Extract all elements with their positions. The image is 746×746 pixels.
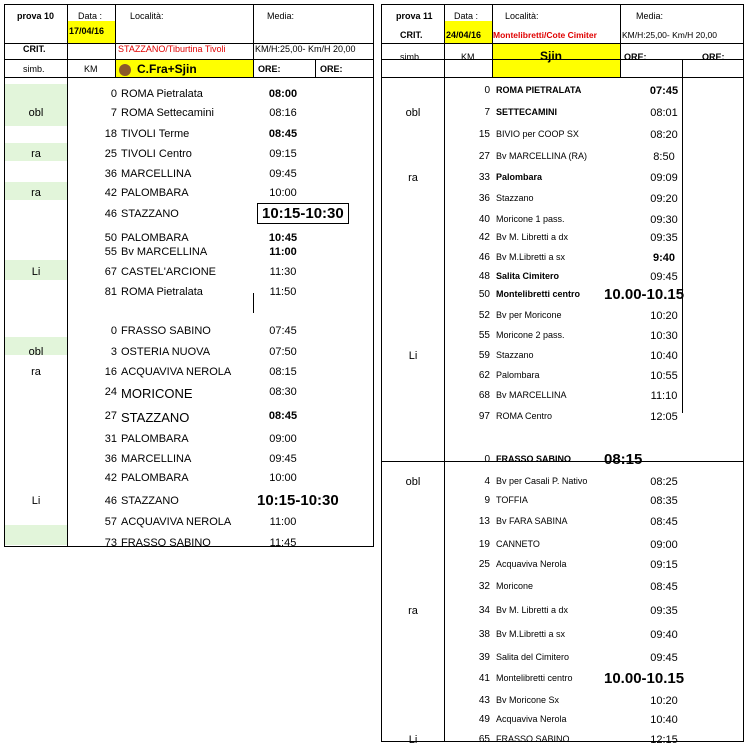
row-km: 97 xyxy=(478,411,490,422)
row-km: 15 xyxy=(478,129,490,140)
trophy-icon xyxy=(119,64,131,76)
row-time: 08:15 xyxy=(604,451,643,468)
row-location: ACQUAVIVA NEROLA xyxy=(121,366,232,378)
row-time: 07:50 xyxy=(269,346,297,358)
row-km: 25 xyxy=(104,148,117,160)
row-km: 55 xyxy=(104,246,117,258)
row-km: 33 xyxy=(478,172,490,183)
row-symbol: Li xyxy=(31,495,41,507)
row-location: ROMA Centro xyxy=(496,411,553,421)
row-km: 18 xyxy=(104,128,117,140)
row-time: 12:05 xyxy=(650,411,678,423)
row-km: 81 xyxy=(104,286,117,298)
row-km: 24 xyxy=(104,386,117,398)
row-km: 0 xyxy=(110,325,117,337)
row-km: 25 xyxy=(478,559,490,570)
row-time: 10:15-10:30 xyxy=(257,492,339,509)
row-time: 11:45 xyxy=(269,537,297,549)
row-time: 11:30 xyxy=(269,266,297,278)
row-location: Stazzano xyxy=(496,193,534,203)
row-km: 0 xyxy=(484,85,490,96)
row-km: 32 xyxy=(478,581,490,592)
row-km: 52 xyxy=(478,310,490,321)
row-time: 09:35 xyxy=(650,605,678,617)
row-time: 09:35 xyxy=(650,232,678,244)
row-km: 41 xyxy=(478,673,490,684)
row-location: Bv M. Libretti a dx xyxy=(496,605,569,615)
prova-label: prova 11 xyxy=(396,11,433,21)
row-km: 42 xyxy=(104,472,117,484)
row-time: 07:45 xyxy=(649,85,679,97)
row-location: SETTECAMINI xyxy=(496,107,558,117)
row-location: Acquaviva Nerola xyxy=(496,714,567,724)
sym-shade xyxy=(5,84,67,126)
row-location: Moricone xyxy=(496,581,534,591)
row-time: 09:45 xyxy=(269,168,297,180)
row-location: CANNETO xyxy=(496,539,540,549)
row-time: 09:30 xyxy=(650,214,678,226)
row-km: 7 xyxy=(484,107,490,118)
localita-label: Località: xyxy=(505,11,539,21)
row-km: 57 xyxy=(104,516,117,528)
row-location: Bv MARCELLINA xyxy=(121,246,208,258)
teams-label xyxy=(119,63,197,76)
row-location: Bv MARCELLINA xyxy=(496,390,567,400)
row-km: 39 xyxy=(478,652,490,663)
row-km: 46 xyxy=(104,208,117,220)
row-km: 65 xyxy=(478,734,490,745)
row-time: 10.00-10.15 xyxy=(604,670,685,687)
row-symbol: obl xyxy=(28,107,44,119)
row-time: 11:50 xyxy=(269,286,297,298)
row-time: 09:45 xyxy=(650,271,678,283)
row-km: 9 xyxy=(484,495,490,506)
row-km: 19 xyxy=(478,539,490,550)
row-time: 10:00 xyxy=(269,472,297,484)
row-km: 27 xyxy=(478,151,490,162)
row-location: STAZZANO xyxy=(121,208,179,220)
row-km: 62 xyxy=(478,370,490,381)
row-location: ROMA Pietralata xyxy=(121,286,203,298)
sym-shade xyxy=(5,525,67,545)
row-time: 09:00 xyxy=(269,433,297,445)
row-time: 10:30 xyxy=(650,330,678,342)
row-location: TIVOLI Centro xyxy=(121,148,192,160)
row-time: 08:45 xyxy=(650,581,678,593)
row-time: 08:20 xyxy=(650,129,678,141)
row-km: 46 xyxy=(104,495,117,507)
row-time: 08:45 xyxy=(650,516,678,528)
data-label: Data : xyxy=(454,11,479,21)
row-symbol: ra xyxy=(408,605,418,617)
row-time: 12:15 xyxy=(650,734,678,746)
row-location: PALOMBARA xyxy=(121,472,189,484)
row-time: 09:40 xyxy=(650,629,678,641)
row-time: 11:00 xyxy=(269,246,297,258)
row-symbol: obl xyxy=(405,107,421,119)
row-time: 11:00 xyxy=(269,516,297,528)
row-km: 59 xyxy=(478,350,490,361)
row-location: ROMA Pietralata xyxy=(121,88,203,100)
row-time: 11:10 xyxy=(650,390,678,402)
row-location: Bv MARCELLINA (RA) xyxy=(496,151,588,161)
row-location: CASTEL'ARCIONE xyxy=(121,266,217,278)
row-time: 10:20 xyxy=(650,695,678,707)
row-km: 31 xyxy=(104,433,117,445)
localita-label: Località: xyxy=(130,11,164,21)
media-label: Media: xyxy=(636,11,664,21)
row-km: 38 xyxy=(478,629,490,640)
row-symbol: ra xyxy=(408,172,418,184)
row-symbol: ra xyxy=(31,187,41,199)
crit-label: CRIT. xyxy=(400,30,423,40)
row-km: 42 xyxy=(478,232,490,243)
row-time: 10:40 xyxy=(650,350,678,362)
row-km: 40 xyxy=(478,214,490,225)
row-location: Bv per Casali P. Nativo xyxy=(496,476,588,486)
row-km: 3 xyxy=(110,346,117,358)
row-km: 36 xyxy=(478,193,490,204)
row-km: 55 xyxy=(478,330,490,341)
row-symbol: obl xyxy=(405,476,421,488)
row-km: 68 xyxy=(478,390,490,401)
row-symbol: obl xyxy=(28,346,44,358)
row-location: TIVOLI Terme xyxy=(121,128,190,140)
row-time: 08:25 xyxy=(650,476,678,488)
row-location: FRASSO SABINO xyxy=(496,734,570,744)
row-location: Palombara xyxy=(496,370,540,380)
teams-text: C.Fra+Sjin xyxy=(137,62,197,76)
row-km: 0 xyxy=(110,88,117,100)
row-km: 16 xyxy=(104,366,117,378)
row-location: ROMA PIETRALATA xyxy=(496,85,582,95)
row-location: MARCELLINA xyxy=(121,453,192,465)
row-time: 08:01 xyxy=(650,107,678,119)
row-location: FRASSO SABINO xyxy=(496,454,572,464)
row-time: 09:20 xyxy=(650,193,678,205)
row-km: 67 xyxy=(104,266,117,278)
row-time: 10:20 xyxy=(650,310,678,322)
simb-header: simb. xyxy=(400,52,422,62)
ore-header-1: ORE: xyxy=(624,52,647,62)
row-location: Moricone 2 pass. xyxy=(496,330,565,340)
row-km: 36 xyxy=(104,453,117,465)
row-location: TOFFIA xyxy=(496,495,528,505)
row-time: 08:16 xyxy=(269,107,297,119)
km-header: KM xyxy=(461,52,475,62)
row-location: Acquaviva Nerola xyxy=(496,559,567,569)
row-km: 50 xyxy=(104,232,117,244)
ore-header-2: ORE: xyxy=(320,64,343,74)
row-time: 10:55 xyxy=(650,370,678,382)
data-label: Data : xyxy=(78,11,103,21)
row-time: 08:45 xyxy=(268,128,298,140)
row-time: 09:09 xyxy=(650,172,678,184)
row-location: Montelibretti centro xyxy=(496,673,573,683)
row-km: 73 xyxy=(104,537,117,549)
row-time: 09:45 xyxy=(269,453,297,465)
row-time: 09:00 xyxy=(650,539,678,551)
row-location: Montelibretti centro xyxy=(496,289,581,299)
row-location: STAZZANO xyxy=(121,495,179,507)
race-localita: STAZZANO/Tiburtina Tivoli xyxy=(118,44,226,54)
row-time: 07:45 xyxy=(269,325,297,337)
row-location: Bv M.Libretti a sx xyxy=(496,252,566,262)
row-location: Stazzano xyxy=(496,350,534,360)
row-location: FRASSO SABINO xyxy=(121,537,211,549)
row-symbol: ra xyxy=(31,148,41,160)
row-location: Bv Moricone Sx xyxy=(496,695,560,705)
ore-header-1: ORE: xyxy=(258,64,281,74)
row-location: Salita Cimitero xyxy=(496,271,560,281)
schedule-sheet-prova-10 xyxy=(4,4,374,547)
km-header: KM xyxy=(84,64,98,74)
schedule-sheet-prova-11 xyxy=(381,4,744,746)
row-location: FRASSO SABINO xyxy=(121,325,211,337)
crit-label: CRIT. xyxy=(23,44,46,54)
row-location: STAZZANO xyxy=(121,410,190,425)
media-label: Media: xyxy=(267,11,295,21)
row-time: 10:15-10:30 xyxy=(257,203,349,224)
row-time: 10.00-10.15 xyxy=(604,286,685,303)
row-km: 49 xyxy=(478,714,490,725)
row-km: 4 xyxy=(484,476,490,487)
row-time: 08:30 xyxy=(269,386,297,398)
row-location: OSTERIA NUOVA xyxy=(121,346,211,358)
row-location: ROMA Settecamini xyxy=(121,107,214,119)
race-media: KM/H:25,00- Km/H 20,00 xyxy=(255,44,356,54)
race-localita: Montelibretti/Cote Cimiter xyxy=(493,30,597,40)
row-km: 48 xyxy=(478,271,490,282)
row-km: 27 xyxy=(104,410,117,422)
row-location: Bv M.Libretti a sx xyxy=(496,629,566,639)
row-location: PALOMBARA xyxy=(121,187,189,199)
row-time: 08:35 xyxy=(650,495,678,507)
row-location: Moricone 1 pass. xyxy=(496,214,565,224)
row-time: 10:00 xyxy=(269,187,297,199)
row-km: 34 xyxy=(478,605,490,616)
row-location: Palombara xyxy=(496,172,543,182)
race-date: 17/04/16 xyxy=(69,26,105,36)
simb-header: simb. xyxy=(23,64,45,74)
row-time: 9:40 xyxy=(652,252,676,264)
row-time: 8:50 xyxy=(653,151,675,163)
row-km: 43 xyxy=(478,695,490,706)
row-time: 10:40 xyxy=(650,714,678,726)
row-location: Bv M. Libretti a dx xyxy=(496,232,569,242)
row-time: 09:45 xyxy=(650,652,678,664)
row-location: PALOMBARA xyxy=(121,232,189,244)
row-symbol: Li xyxy=(408,734,418,746)
teams-text: Sjin xyxy=(540,49,563,63)
row-symbol: Li xyxy=(408,350,418,362)
row-time: 09:15 xyxy=(269,148,297,160)
row-symbol: ra xyxy=(31,366,41,378)
row-km: 50 xyxy=(478,289,490,300)
row-location: PALOMBARA xyxy=(121,433,189,445)
row-time: 09:15 xyxy=(650,559,678,571)
row-location: Salita del Cimitero xyxy=(496,652,570,662)
row-location: MORICONE xyxy=(121,386,193,401)
row-time: 10:45 xyxy=(268,232,298,244)
prova-label: prova 10 xyxy=(17,11,55,21)
ore-header-2: ORE: xyxy=(702,52,725,62)
row-location: ACQUAVIVA NEROLA xyxy=(121,516,232,528)
row-km: 36 xyxy=(104,168,117,180)
row-location: BIVIO per COOP SX xyxy=(496,129,579,139)
row-km: 46 xyxy=(478,252,490,263)
row-symbol: Li xyxy=(31,266,41,278)
row-km: 7 xyxy=(110,107,117,119)
race-media: KM/H:25,00- Km/H 20,00 xyxy=(622,30,717,40)
row-time: 08:00 xyxy=(268,88,298,100)
race-date: 24/04/16 xyxy=(446,30,482,40)
row-location: MARCELLINA xyxy=(121,168,192,180)
row-time: 08:15 xyxy=(269,366,297,378)
row-time: 08:45 xyxy=(268,410,298,422)
row-location: Bv FARA SABINA xyxy=(496,516,568,526)
row-location: Bv per Moricone xyxy=(496,310,562,320)
row-km: 42 xyxy=(104,187,117,199)
row-km: 13 xyxy=(478,516,490,527)
row-km: 0 xyxy=(484,454,490,465)
